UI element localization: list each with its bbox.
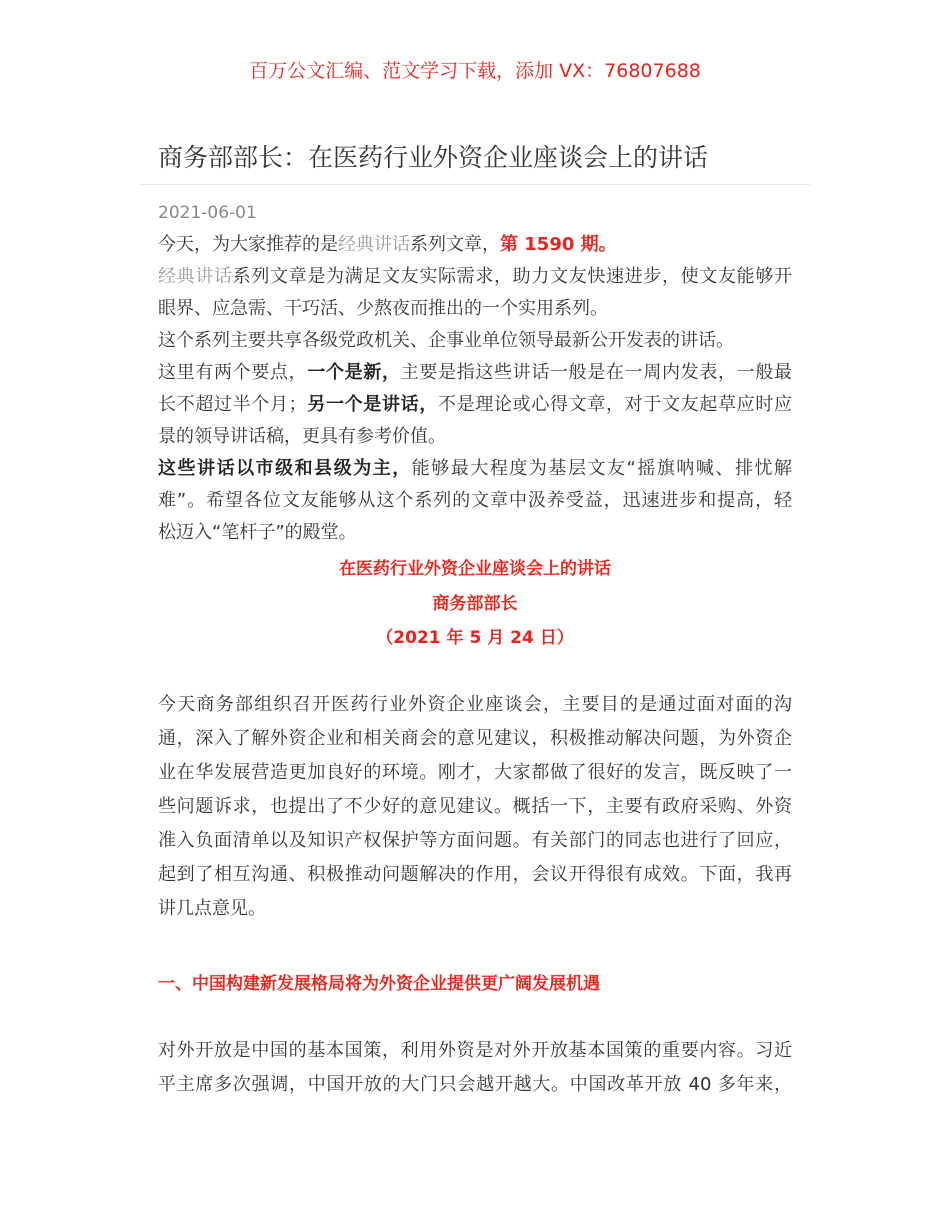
article-title: 商务部部长：在医药行业外资企业座谈会上的讲话 bbox=[158, 143, 709, 172]
body-line: 对外开放是中国的基本国策，利用外资是对外开放基本国策的重要内容。习近 bbox=[158, 1040, 792, 1061]
series-name: 经典讲话 bbox=[158, 266, 233, 287]
text: 能够最大程度为基层文友“摇旗呐喊、排忧解 bbox=[411, 458, 793, 479]
intro-line: 这个系列主要共享各级党政机关、企事业单位领导最新公开发表的讲话。 bbox=[158, 330, 734, 351]
body-line: 讲几点意见。 bbox=[158, 898, 266, 919]
bold-text: 另一个是讲话， bbox=[306, 394, 439, 415]
promo-banner: 百万公文汇编、范文学习下载，添加 VX：76807688 bbox=[249, 60, 701, 82]
series-name: 经典讲话 bbox=[338, 234, 410, 255]
text: 这里有两个要点， bbox=[158, 362, 308, 383]
text: 系列文章， bbox=[410, 234, 500, 255]
body-line: 些问题诉求，也提出了不少好的意见建议。概括一下，主要有政府采购、外资 bbox=[158, 796, 792, 817]
body-line: 起到了相互沟通、积极推动问题解决的作用，会议开得很有成效。下面，我再 bbox=[158, 864, 792, 885]
body-line: 平主席多次强调，中国开放的大门只会越开越大。中国改革开放 40 多年来， bbox=[158, 1074, 792, 1095]
body-line: 准入负面清单以及知识产权保护等方面问题。有关部门的同志也进行了回应， bbox=[158, 830, 792, 851]
text: 系列文章是为满足文友实际需求，助力文友快速进步，使文友能够开 bbox=[232, 266, 793, 287]
speech-title: 在医药行业外资企业座谈会上的讲话 bbox=[339, 559, 611, 579]
intro-line bbox=[158, 357, 792, 389]
intro-line bbox=[158, 453, 792, 485]
speech-speaker: 商务部部长 bbox=[432, 594, 518, 614]
intro-line bbox=[158, 229, 792, 261]
section-heading: 一、中国构建新发展格局将为外资企业提供更广阔发展机遇 bbox=[158, 974, 600, 994]
body-line: 通，深入了解外资企业和相关商会的意见建议，积极推动解决问题，为外资企 bbox=[158, 728, 792, 749]
intro-line bbox=[158, 389, 792, 421]
text: 今天，为大家推荐的是 bbox=[158, 234, 338, 255]
text: 长不超过半个月； bbox=[158, 394, 307, 415]
intro-line: 景的领导讲话稿，更具有参考价值。 bbox=[158, 426, 446, 447]
speech-date: （2021 年 5 月 24 日） bbox=[376, 628, 574, 648]
body-line: 业在华发展营造更加良好的环境。刚才，大家都做了很好的发言，既反映了一 bbox=[158, 762, 792, 783]
bold-text: 这些讲话以市级和县级为主， bbox=[158, 458, 412, 479]
intro-line: 难”。希望各位文友能够从这个系列的文章中汲养受益，迅速进步和提高，轻 bbox=[158, 490, 792, 511]
issue-number: 第 1590 期。 bbox=[500, 234, 617, 255]
publish-date: 2021-06-01 bbox=[158, 203, 257, 223]
body-line: 今天商务部组织召开医药行业外资企业座谈会，主要目的是通过面对面的沟 bbox=[158, 694, 792, 715]
intro-line bbox=[158, 261, 792, 293]
text: 主要是指这些讲话一般是在一周内发表，一般最 bbox=[400, 362, 793, 383]
text: 不是理论或心得文章，对于文友起草应时应 bbox=[438, 394, 793, 415]
intro-line: 眼界、应急需、干巧活、少熬夜而推出的一个实用系列。 bbox=[158, 298, 608, 319]
intro-line: 松迈入“笔杆子”的殿堂。 bbox=[158, 522, 357, 543]
bold-text: 一个是新， bbox=[307, 362, 401, 383]
title-divider bbox=[140, 184, 810, 185]
